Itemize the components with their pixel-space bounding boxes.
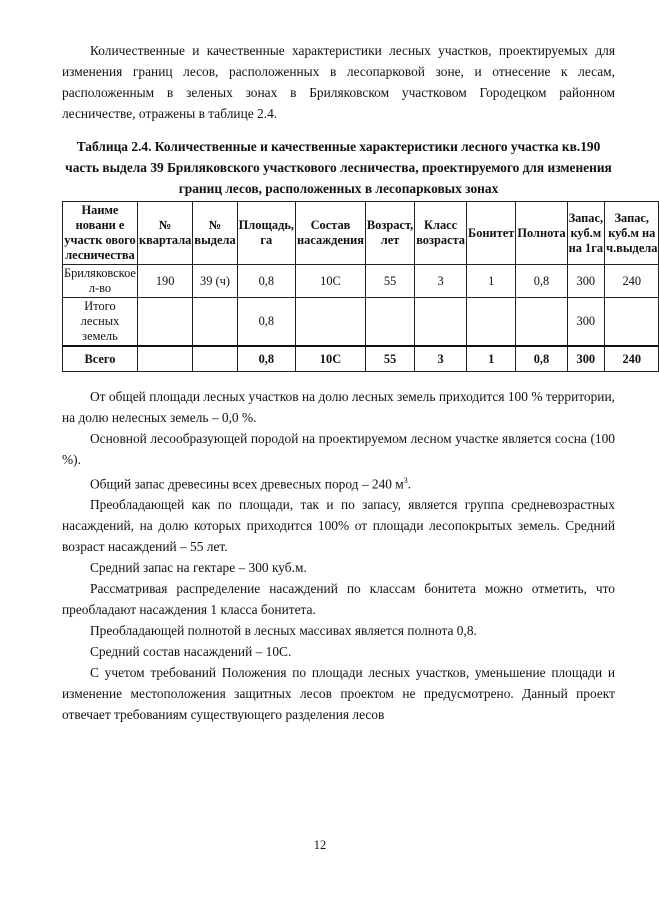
cell-district: Итого лесных земель <box>63 298 138 347</box>
table-header-row <box>63 202 659 265</box>
header-age-class: Класс возраста <box>415 202 467 265</box>
cubic-superscript: 3 <box>403 476 408 485</box>
header-stock-per-ha: Запас, куб.м на 1га <box>567 202 605 265</box>
header-quarter: № квартала <box>137 202 192 265</box>
cell-age: 55 <box>365 265 414 298</box>
paragraph-bonitet: Рассматривая распределение насаждений по классам бонитета можно отметить, что преобладают насаждения 1 класса бонитета. <box>62 581 615 618</box>
total-age-class: 3 <box>415 346 467 372</box>
total-composition: 10С <box>296 346 366 372</box>
total-density: 0,8 <box>516 346 567 372</box>
table-row <box>63 298 659 347</box>
paragraph-total-volume <box>62 470 615 494</box>
total-quarter <box>137 346 192 372</box>
total-bonitet: 1 <box>467 346 516 372</box>
total-volume-text: Общий запас древесины всех древесных пород – 240 м <box>90 476 404 492</box>
total-stock-per-ha: 300 <box>567 346 605 372</box>
header-composition: Состав насаждения <box>296 202 366 265</box>
document-page <box>62 40 658 725</box>
cell-stock-total: 240 <box>605 265 659 298</box>
cell-age <box>365 298 414 347</box>
forest-table <box>62 201 659 372</box>
cell-quarter: 190 <box>137 265 192 298</box>
paragraph-main-species: Основной лесообразующей породой на проектируемом лесном участке является сосна (100 %). <box>62 431 615 467</box>
cell-density: 0,8 <box>516 265 567 298</box>
total-allotment <box>193 346 237 372</box>
table-caption: Таблица 2.4. Количественные и качественные характеристики лесного участка кв.190 часть выдела 39 Бриляковского участкового лесничества, проектируемого для изменения границ лесов, расположенных в лесопарковых зонах <box>65 139 612 196</box>
header-bonitet: Бонитет <box>467 202 516 265</box>
paragraph-average-stock: Средний запас на гектаре – 300 куб.м. <box>90 560 307 576</box>
table-total-row <box>63 346 659 372</box>
header-district: Наиме новани е участк ового лесничества <box>63 202 138 265</box>
paragraph-requirements: С учетом требований Положения по площади лесных участков, уменьшение площади и изменение местоположения защитных лесов проектом не предусмотрено. Данный проект отвечает требованиям существующего разделения лесов <box>62 665 615 723</box>
total-age: 55 <box>365 346 414 372</box>
header-stock-total: Запас, куб.м на ч.выдела <box>605 202 659 265</box>
cell-stock-per-ha: 300 <box>567 298 605 347</box>
cell-bonitet <box>467 298 516 347</box>
cell-composition <box>296 298 366 347</box>
header-age: Возраст, лет <box>365 202 414 265</box>
header-allotment: № выдела <box>193 202 237 265</box>
paragraph-land-share: От общей площади лесных участков на долю лесных земель приходится 100 % территории, на долю нелесных земель – 0,0 %. <box>62 389 615 425</box>
cell-age-class: 3 <box>415 265 467 298</box>
header-density: Полнота <box>516 202 567 265</box>
total-volume-period: . <box>407 476 412 492</box>
total-stock-total: 240 <box>605 346 659 372</box>
cell-stock-total <box>605 298 659 347</box>
cell-age-class <box>415 298 467 347</box>
cell-bonitet: 1 <box>467 265 516 298</box>
page-number: 12 <box>313 838 327 852</box>
cell-composition: 10С <box>296 265 366 298</box>
total-label: Всего <box>63 346 138 372</box>
cell-allotment <box>193 298 237 347</box>
cell-quarter <box>137 298 192 347</box>
cell-district: Бриляковское л-во <box>63 265 138 298</box>
paragraph-age-group: Преобладающей как по площади, так и по запасу, является группа средневозрастных насаждений, на долю которых приходится 100% от площади лесопокрытых земель. Средний возраст насаждений – 55 лет. <box>62 497 615 555</box>
cell-allotment: 39 (ч) <box>193 265 237 298</box>
paragraph-composition: Средний состав насаждений – 10С. <box>90 644 292 660</box>
total-area: 0,8 <box>237 346 295 372</box>
paragraph-density: Преобладающей полнотой в лесных массивах является полнота 0,8. <box>90 623 477 639</box>
cell-area: 0,8 <box>237 298 295 347</box>
cell-area: 0,8 <box>237 265 295 298</box>
intro-paragraph: Количественные и качественные характеристики лесных участков, проектируемых для изменения границ лесов, расположенных в лесопарковой зоне, и отнесение к лесам, расположенным в зеленых зонах в Бриляковском участковом Городецком районном лесничестве, отражены в таблице 2.4. <box>62 43 615 121</box>
table-row <box>63 265 659 298</box>
cell-density <box>516 298 567 347</box>
header-area: Площадь, га <box>237 202 295 265</box>
cell-stock-per-ha: 300 <box>567 265 605 298</box>
